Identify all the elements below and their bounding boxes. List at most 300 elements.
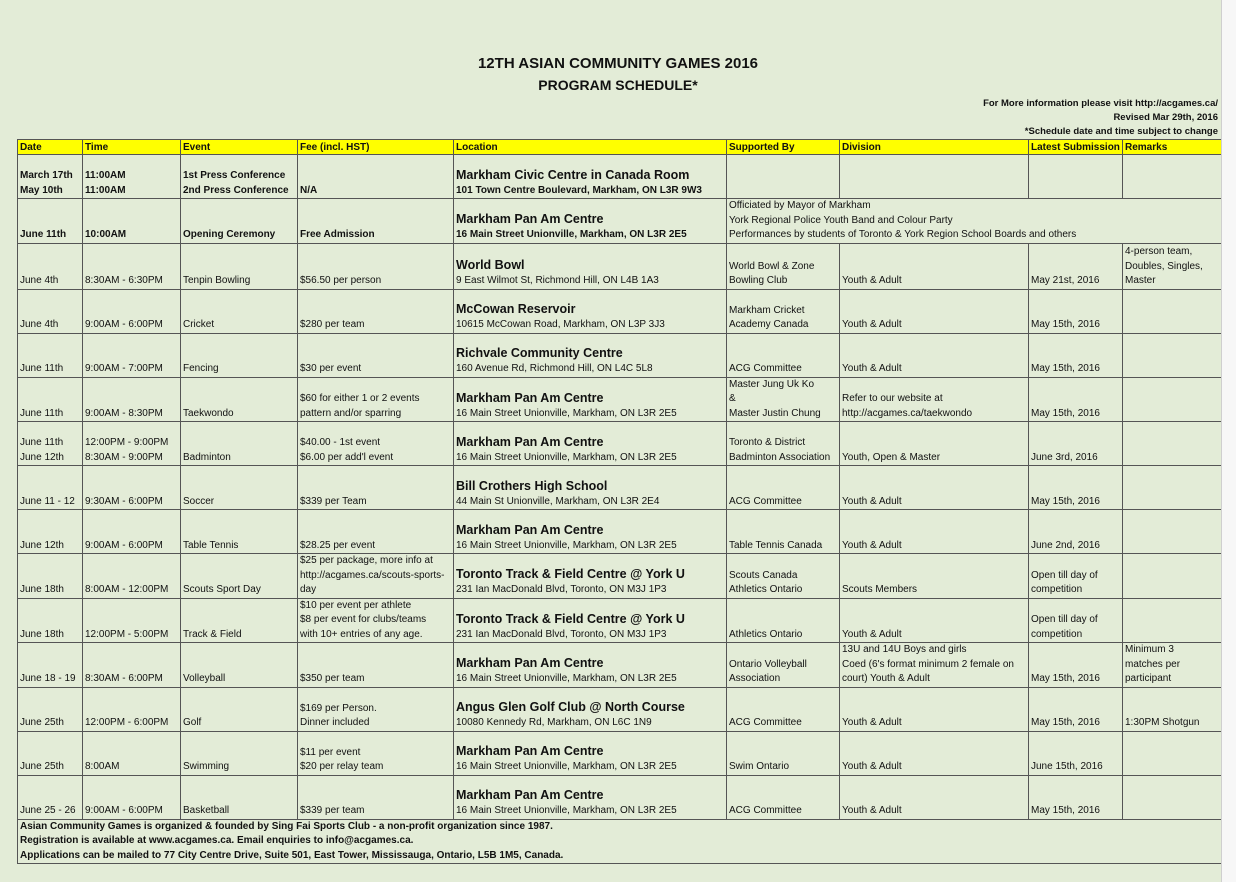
supported-by-cell [727,289,840,333]
fee-cell-line: $11 per event [300,746,361,758]
fee-cell [298,289,454,333]
fee-cell [298,643,454,688]
event-cell [181,377,298,422]
time-cell-line: 9:00AM - 6:00PM [85,319,163,330]
event-cell-line: Basketball [183,805,230,816]
location-cell [454,554,727,599]
division-cell-line: Youth & Adult [842,717,902,728]
footer-notes [18,819,1222,864]
date-cell [18,199,83,244]
schedule-row [18,333,1222,377]
remarks-cell-line: matches per [1125,658,1181,670]
location-address: 44 Main St Unionville, Markham, ON L3R 2E4 [456,495,660,507]
column-header: Remarks [1123,140,1222,155]
time-cell-line: 8:00AM [85,761,120,772]
page-subtitle: PROGRAM SCHEDULE* [538,77,698,93]
fee-cell [298,731,454,775]
event-cell [181,775,298,819]
location-address: 16 Main Street Unionville, Markham, ON L3R 2E5 [456,229,687,240]
fee-cell [298,243,454,289]
schedule-disclaimer: *Schedule date and time subject to change [1024,126,1218,137]
division-cell-line: Youth & Adult [842,495,902,507]
date-cell [18,554,83,599]
column-header: Date [18,140,83,155]
location-cell [454,466,727,510]
time-cell [83,289,181,333]
division-cell [840,775,1029,819]
location-name: Markham Pan Am Centre [456,390,604,405]
supported-by-cell-line: Toronto & District [729,437,806,448]
division-cell [840,333,1029,377]
event-cell [181,243,298,289]
schedule-row [18,687,1222,731]
remarks-cell [1123,422,1222,466]
submission-cell-line: May 15th, 2016 [1031,407,1100,419]
fee-cell [298,199,454,244]
schedule-row [18,643,1222,688]
supported-by-cell [727,155,840,199]
schedule-row [18,554,1222,599]
location-cell [454,422,727,466]
event-cell-line: Table Tennis [183,539,239,551]
division-cell-line: Youth, Open & Master [842,451,941,463]
location-name: Markham Pan Am Centre [456,744,604,758]
location-name: McCowan Reservoir [456,302,576,316]
date-cell-line: June 4th [20,319,59,330]
date-cell-line: June 18 - 19 [20,673,76,684]
date-cell [18,466,83,510]
time-cell [83,643,181,688]
location-cell [454,598,727,643]
location-address: 10615 McCowan Road, Markham, ON L3P 3J3 [456,319,665,330]
fee-cell-line: $339 per team [300,805,365,816]
time-cell [83,466,181,510]
location-address: 16 Main Street Unionville, Markham, ON L3R 2E5 [456,407,677,419]
fee-cell [298,377,454,422]
remarks-cell [1123,377,1222,422]
schedule-row [18,466,1222,510]
submission-cell [1029,554,1123,599]
fee-cell-line: day [300,584,317,595]
remarks-cell [1123,643,1222,688]
supported-by-cell [727,775,840,819]
location-name: Markham Pan Am Centre [456,434,604,449]
event-cell [181,155,298,199]
date-cell [18,422,83,466]
supported-by-cell [727,466,840,510]
schedule-row [18,377,1222,422]
division-cell [840,598,1029,643]
footer-line: Applications can be mailed to 77 City Centre Drive, Suite 501, East Tower, Mississauga, Ontario, L5B 1M5, Canada. [20,849,564,861]
column-header: Fee (incl. HST) [298,140,454,155]
column-header: Division [840,140,1029,155]
date-cell-line: June 11th [20,437,64,448]
fee-cell-line: with 10+ entries of any age. [300,628,423,640]
location-address: 16 Main Street Unionville, Markham, ON L3R 2E5 [456,805,677,816]
schedule-row [18,199,1222,244]
supported-by-cell [727,199,1222,244]
header-row [18,140,1222,155]
event-cell [181,199,298,244]
supported-by-cell-line: York Regional Police Youth Band and Colour Party [729,214,953,226]
date-cell-line: June 25th [20,761,64,772]
fee-cell-line: $10 per event per athlete [300,599,412,611]
date-cell [18,333,83,377]
supported-by-cell-line: ACG Committee [729,805,802,816]
time-cell [83,775,181,819]
time-cell [83,731,181,775]
date-cell-line: March 17th [20,170,73,181]
time-cell-line: 12:00PM - 9:00PM [85,437,169,448]
location-cell [454,155,727,199]
submission-cell-line: Open till day of [1031,614,1098,625]
date-cell [18,377,83,422]
event-cell-line: 1st Press Conference [183,170,286,181]
supported-by-cell-line: & [729,393,736,404]
remarks-cell [1123,598,1222,643]
event-cell [181,643,298,688]
supported-by-cell-line: Athletics Ontario [729,628,803,640]
event-cell-line: Badminton [183,451,231,463]
division-cell [840,466,1029,510]
event-cell-line: Golf [183,717,202,728]
fee-cell [298,466,454,510]
remarks-cell-line: Minimum 3 [1125,644,1174,655]
supported-by-cell-line: ACG Committee [729,495,802,507]
supported-by-cell [727,643,840,688]
fee-cell-line: $60 for either 1 or 2 events [300,393,420,404]
supported-by-cell-line: Swim Ontario [729,761,790,772]
division-cell [840,155,1029,199]
division-cell-line: Youth & Adult [842,319,902,330]
time-cell-line: 9:00AM - 7:00PM [85,363,163,374]
fee-cell [298,510,454,554]
division-cell-line: Youth & Adult [842,275,902,286]
supported-by-cell-line: Association [729,673,781,684]
submission-cell-line: May 15th, 2016 [1031,319,1100,330]
page-title: 12TH ASIAN COMMUNITY GAMES 2016 [477,55,759,72]
supported-by-cell [727,333,840,377]
footer-line: Registration is available at www.acgames.ca. Email enquiries to info@acgames.ca. [20,835,414,846]
schedule-row [18,243,1222,289]
date-cell [18,775,83,819]
info-line: For More information please visit http://acgames.ca/ [983,98,1218,109]
submission-cell-line: May 21st, 2016 [1031,275,1100,286]
submission-cell [1029,731,1123,775]
division-cell [840,422,1029,466]
event-cell [181,466,298,510]
submission-cell [1029,687,1123,731]
location-address: 10080 Kennedy Rd, Markham, ON L6C 1N9 [456,717,652,728]
event-cell-line: Scouts Sport Day [183,584,261,595]
date-cell-line: June 25 - 26 [20,805,76,816]
fee-cell-line: $56.50 per person [300,275,382,286]
time-cell [83,598,181,643]
submission-cell-line: May 15th, 2016 [1031,363,1100,374]
division-cell-line: Refer to our website at [842,393,943,404]
date-cell [18,731,83,775]
date-cell-line: June 12th [20,539,64,551]
division-cell-line: court) Youth & Adult [842,673,930,684]
time-cell-line: 11:00AM [85,170,126,181]
time-cell [83,199,181,244]
column-header: Location [454,140,727,155]
time-cell-line: 10:00AM [85,229,127,240]
schedule-row [18,775,1222,819]
location-cell [454,333,727,377]
date-cell-line: June 12th [20,451,64,463]
date-cell-line: May 10th [20,184,63,196]
location-cell [454,775,727,819]
date-cell [18,155,83,199]
location-address: 9 East Wilmot St, Richmond Hill, ON L4B 1A3 [456,275,659,286]
division-cell-line: Youth & Adult [842,805,902,816]
location-cell [454,199,727,244]
submission-cell-line: June 2nd, 2016 [1031,539,1100,551]
division-cell [840,731,1029,775]
division-cell [840,687,1029,731]
time-cell-line: 9:00AM - 8:30PM [85,407,163,419]
event-cell [181,510,298,554]
supported-by-cell-line: Scouts Canada [729,569,798,581]
remarks-cell [1123,554,1222,599]
location-cell [454,731,727,775]
division-cell-line: 13U and 14U Boys and girls [842,644,967,655]
submission-cell [1029,466,1123,510]
time-cell [83,333,181,377]
time-cell [83,155,181,199]
remarks-cell [1123,155,1222,199]
location-name: Angus Glen Golf Club @ North Course [456,700,685,714]
location-cell [454,377,727,422]
event-cell [181,554,298,599]
fee-cell-line: $169 per Person. [300,702,377,714]
schedule-row [18,598,1222,643]
location-cell [454,243,727,289]
location-name: Toronto Track & Field Centre @ York U [456,611,685,626]
location-name: Bill Crothers High School [456,478,608,493]
supported-by-cell-line: Badminton Association [729,451,831,463]
supported-by-cell-line: Master Jung Uk Ko [729,378,815,390]
fee-cell-line: Dinner included [300,717,370,728]
supported-by-cell-line: Bowling Club [729,275,788,286]
event-cell-line: Soccer [183,495,215,507]
event-cell-line: Swimming [183,761,230,772]
fee-cell-line: $25 per package, more info at [300,555,433,566]
footer-row [18,819,1222,864]
supported-by-cell [727,243,840,289]
fee-cell-line: pattern and/or sparring [300,407,402,419]
time-cell [83,377,181,422]
fee-cell [298,422,454,466]
date-cell-line: June 11th [20,363,64,374]
date-cell [18,510,83,554]
fee-cell-line: $339 per Team [300,495,367,507]
event-cell-line: Fencing [183,363,219,374]
date-cell [18,243,83,289]
event-cell [181,289,298,333]
submission-cell-line: May 15th, 2016 [1031,673,1100,684]
column-header: Supported By [727,140,840,155]
submission-cell [1029,643,1123,688]
location-address: 16 Main Street Unionville, Markham, ON L3R 2E5 [456,451,677,463]
time-cell [83,422,181,466]
column-header: Latest Submission [1029,140,1123,155]
event-cell-line: Track & Field [183,628,242,640]
date-cell-line: June 18th [20,628,64,640]
time-cell-line: 11:00AM [85,184,126,196]
date-cell-line: June 11th [20,229,67,240]
time-cell [83,687,181,731]
division-cell [840,377,1029,422]
location-name: Toronto Track & Field Centre @ York U [456,567,685,581]
fee-cell [298,333,454,377]
time-cell [83,554,181,599]
submission-cell-line: competition [1031,628,1083,640]
remarks-cell-line: Doubles, Singles, [1125,260,1203,272]
time-cell-line: 8:30AM - 6:00PM [85,673,163,684]
column-header: Time [83,140,181,155]
supported-by-cell-line: Markham Cricket [729,304,805,316]
event-cell [181,598,298,643]
supported-by-cell-line: Athletics Ontario [729,584,803,595]
schedule-table [17,139,1222,864]
schedule-row [18,731,1222,775]
event-cell-line: 2nd Press Conference [183,184,289,196]
division-cell [840,554,1029,599]
location-address: 160 Avenue Rd, Richmond Hill, ON L4C 5L8 [456,363,653,374]
date-cell-line: June 25th [20,717,64,728]
footer-line: Asian Community Games is organized & founded by Sing Fai Sports Club - a non-profit organization since 1987. [20,820,553,832]
date-cell-line: June 11th [20,407,64,419]
supported-by-cell-line: Officiated by Mayor of Markham [729,200,871,211]
division-cell [840,243,1029,289]
remarks-cell [1123,289,1222,333]
location-address: 16 Main Street Unionville, Markham, ON L3R 2E5 [456,761,677,772]
division-cell-line: Youth & Adult [842,628,902,640]
location-cell [454,643,727,688]
time-cell-line: 9:00AM - 6:00PM [85,805,163,816]
location-cell [454,289,727,333]
remarks-cell-line: Master [1125,275,1156,286]
remarks-cell [1123,775,1222,819]
date-cell [18,598,83,643]
submission-cell [1029,289,1123,333]
fee-cell-line: N/A [300,184,318,196]
remarks-cell [1123,687,1222,731]
fee-cell-line: $280 per team [300,319,365,330]
fee-cell-line: $350 per team [300,673,365,684]
submission-cell-line: June 15th, 2016 [1031,761,1103,772]
location-name: Markham Pan Am Centre [456,788,604,802]
fee-cell-line: $8 per event for clubs/teams [300,614,427,625]
date-cell-line: June 4th [20,275,59,286]
event-cell [181,333,298,377]
date-cell-line: June 11 - 12 [20,495,75,507]
event-cell [181,422,298,466]
time-cell-line: 8:30AM - 6:30PM [85,275,163,286]
date-cell-line: June 18th [20,584,64,595]
location-address: 16 Main Street Unionville, Markham, ON L3R 2E5 [456,539,677,551]
fee-cell-line: http://acgames.ca/scouts-sports- [300,569,445,581]
time-cell-line: 12:00PM - 5:00PM [85,628,169,640]
date-cell [18,687,83,731]
fee-cell [298,775,454,819]
remarks-cell [1123,510,1222,554]
location-address: 16 Main Street Unionville, Markham, ON L3R 2E5 [456,673,677,684]
location-name: Richvale Community Centre [456,346,623,360]
fee-cell [298,554,454,599]
division-cell [840,510,1029,554]
division-cell [840,289,1029,333]
submission-cell [1029,775,1123,819]
time-cell-line: 9:00AM - 6:00PM [85,539,163,551]
supported-by-cell [727,422,840,466]
fee-cell-line: $40.00 - 1st event [300,437,381,448]
supported-by-cell-line: ACG Committee [729,363,802,374]
remarks-cell [1123,731,1222,775]
schedule-row [18,289,1222,333]
location-name: World Bowl [456,258,525,272]
submission-cell [1029,422,1123,466]
submission-cell [1029,155,1123,199]
division-cell-line: http://acgames.ca/taekwondo [842,407,973,419]
supported-by-cell-line: Table Tennis Canada [729,539,823,551]
supported-by-cell-line: Academy Canada [729,319,809,330]
remarks-cell-line: 1:30PM Shotgun [1125,717,1200,728]
schedule-row [18,510,1222,554]
remarks-cell-line: participant [1125,673,1172,684]
event-cell-line: Opening Ceremony [183,229,276,240]
column-header: Event [181,140,298,155]
location-name: Markham Pan Am Centre [456,656,604,670]
event-cell [181,687,298,731]
schedule-row [18,155,1222,199]
location-name: Markham Pan Am Centre [456,522,604,537]
submission-cell-line: May 15th, 2016 [1031,717,1100,728]
time-cell [83,243,181,289]
time-cell-line: 9:30AM - 6:00PM [85,495,163,507]
date-cell [18,643,83,688]
division-cell-line: Coed (6's format minimum 2 female on [842,658,1014,670]
supported-by-cell-line: ACG Committee [729,717,802,728]
division-cell-line: Youth & Adult [842,539,902,551]
submission-cell-line: competition [1031,584,1083,595]
time-cell-line: 8:00AM - 12:00PM [85,584,169,595]
supported-by-cell [727,598,840,643]
fee-cell [298,598,454,643]
remarks-cell [1123,466,1222,510]
event-cell-line: Cricket [183,319,215,330]
location-cell [454,687,727,731]
fee-cell-line: $6.00 per add'l event [300,451,394,463]
supported-by-cell [727,510,840,554]
remarks-cell [1123,333,1222,377]
time-cell [83,510,181,554]
fee-cell-line: $20 per relay team [300,761,384,772]
location-name: Markham Pan Am Centre [456,212,604,226]
location-cell [454,510,727,554]
fee-cell-line: $30 per event [300,363,362,374]
fee-cell-line: Free Admission [300,229,375,240]
submission-cell-line: Open till day of [1031,569,1098,581]
supported-by-cell-line: World Bowl & Zone [729,260,815,272]
location-name: Markham Civic Centre in Canada Room [456,167,690,182]
date-cell [18,289,83,333]
schedule-row [18,422,1222,466]
time-cell-line: 8:30AM - 9:00PM [85,451,163,463]
location-address: 101 Town Centre Boulevard, Markham, ON L3R 9W3 [456,184,702,196]
